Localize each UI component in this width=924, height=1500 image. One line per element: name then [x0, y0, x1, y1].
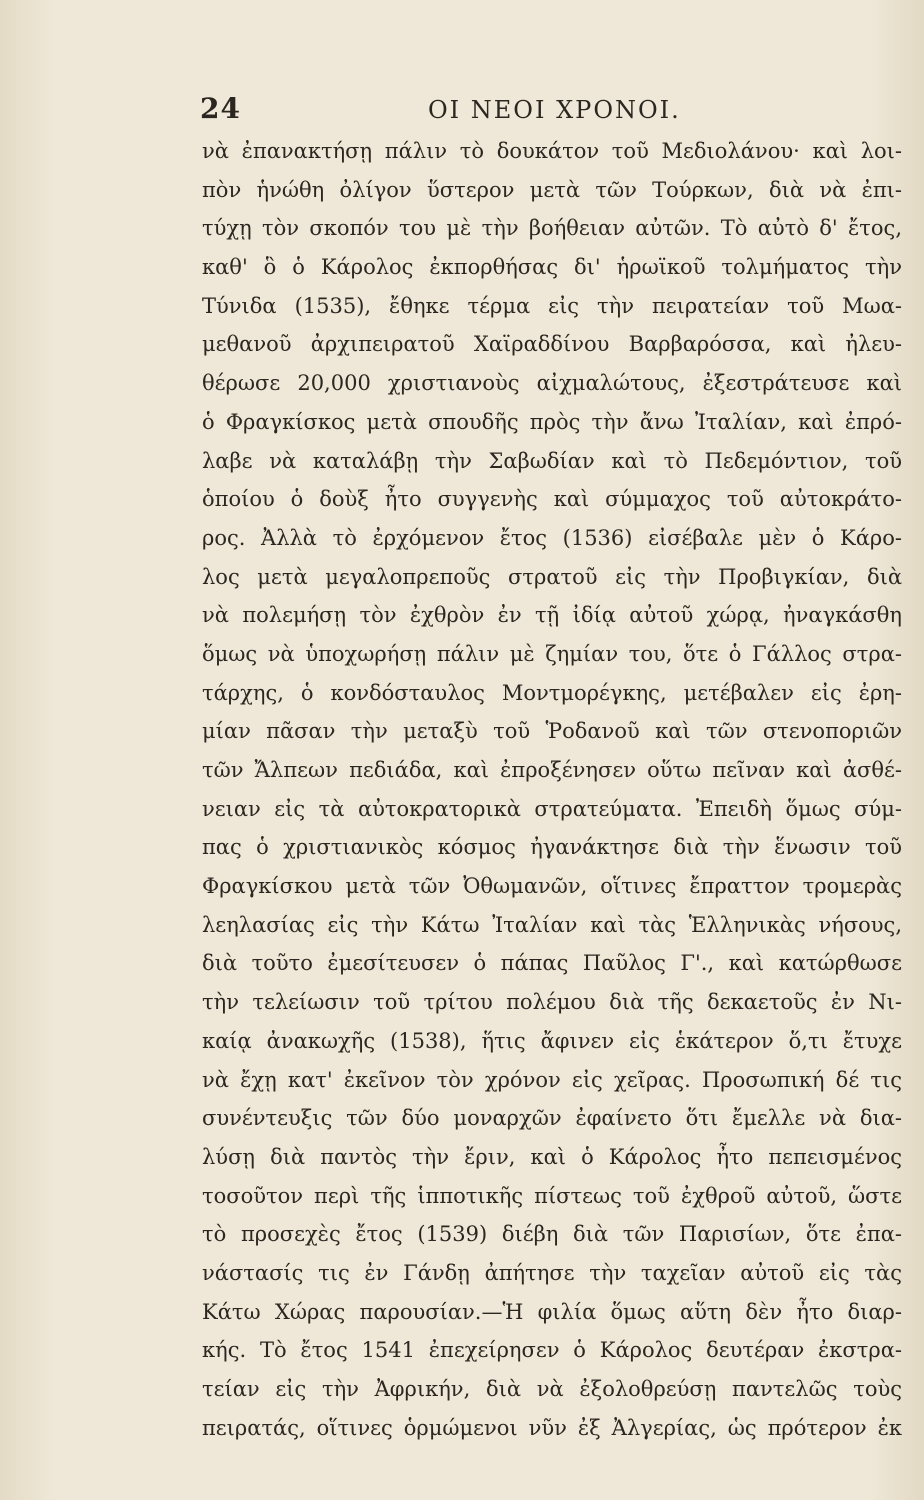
text-line: συνέντευξις τῶν δύο μοναρχῶν ἐφαίνετο ὅτι ἔμελλε νὰ δια-	[202, 1106, 902, 1131]
text-line: πειρατάς, οἵτινες ὁρμώμενοι νῦν ἐξ Ἀλγερίας, ὡς πρότερον ἐκ	[202, 1415, 902, 1440]
text-line: νὰ ἐπανακτήσῃ πάλιν τὸ δουκάτον τοῦ Μεδιολάνου· καὶ λοι-	[202, 139, 902, 163]
text-line: Κάτω Χώρας παρουσίαν.—Ἡ φιλία ὅμως αὕτη δὲν ἦτο διαρ-	[202, 1299, 902, 1324]
text-line: νειαν εἰς τὰ αὐτοκρατορικὰ στρατεύματα. Ἐπειδὴ ὅμως σύμ-	[202, 796, 902, 821]
text-line: λος μετὰ μεγαλοπρεποῦς στρατοῦ εἰς τὴν Προβιγκίαν, διὰ	[202, 564, 902, 589]
text-line: τείαν εἰς τὴν Ἀφρικήν, διὰ νὰ ἐξολοθρεύσῃ παντελῶς τοὺς	[202, 1377, 902, 1401]
text-line: νάστασίς τις ἐν Γάνδῃ ἀπήτησε τὴν ταχεῖαν αὐτοῦ εἰς τὰς	[202, 1260, 902, 1285]
text-line: μίαν πᾶσαν τὴν μεταξὺ τοῦ Ῥοδανοῦ καὶ τῶν στενοποριῶν	[202, 719, 902, 744]
text-line: καίᾳ ἀνακωχῆς (1538), ἥτις ἄφινεν εἰς ἑκάτερον ὅ,τι ἔτυχε	[202, 1028, 902, 1053]
text-line: τῶν Ἄλπεων πεδιάδα, καὶ ἐπροξένησεν οὕτω πεῖναν καὶ ἀσθέ-	[202, 758, 902, 782]
text-line: πας ὁ χριστιανικὸς κόσμος ἠγανάκτησε διὰ τὴν ἕνωσιν τοῦ	[202, 835, 902, 860]
text-line: πὸν ἡνώθη ὀλίγον ὕστερον μετὰ τῶν Τούρκων, διὰ νὰ ἐπι-	[202, 177, 902, 202]
running-title: ΟΙ ΝΕΟΙ ΧΡΟΝΟΙ.	[428, 96, 681, 124]
text-line: καθ' ὃ ὁ Κάρολος ἐκπορθήσας δι' ἡρωϊκοῦ τολμήματος τὴν	[202, 255, 902, 280]
text-line: Τύνιδα (1535), ἔθηκε τέρμα εἰς τὴν πειρατείαν τοῦ Μωα-	[202, 293, 902, 318]
text-line: ὁποίου ὁ δοὺξ ἦτο συγγενὴς καὶ σύμμαχος τοῦ αὐτοκράτο-	[202, 487, 902, 512]
text-line: τάρχης, ὁ κονδόσταυλος Μοντμορέγκης, μετέβαλεν εἰς ἐρη-	[202, 680, 902, 705]
page-number: 24	[200, 92, 241, 125]
text-line: ὅμως νὰ ὑποχωρήσῃ πάλιν μὲ ζημίαν του, ὅτε ὁ Γάλλος στρα-	[202, 641, 902, 666]
text-line: τοσοῦτον περὶ τῆς ἱπποτικῆς πίστεως τοῦ ἐχθροῦ αὐτοῦ, ὥστε	[202, 1183, 902, 1208]
text-line: τύχῃ τὸν σκοπόν του μὲ τὴν βοήθειαν αὐτῶν. Τὸ αὐτὸ δ' ἔτος,	[202, 216, 902, 241]
text-line: νὰ πολεμήσῃ τὸν ἐχθρὸν ἐν τῇ ἰδίᾳ αὐτοῦ χώρᾳ, ἠναγκάσθη	[202, 603, 902, 628]
text-line: νὰ ἔχῃ κατ' ἐκεῖνον τὸν χρόνον εἰς χεῖρας. Προσωπική δέ τις	[202, 1067, 902, 1092]
body-text	[202, 132, 902, 1447]
text-line: Φραγκίσκου μετὰ τῶν Ὀθωμανῶν, οἵτινες ἔπραττον τρομερὰς	[202, 874, 902, 899]
text-line: λεηλασίας εἰς τὴν Κάτω Ἰταλίαν καὶ τὰς Ἑλληνικὰς νήσους,	[202, 912, 902, 937]
text-line: τὴν τελείωσιν τοῦ τρίτου πολέμου διὰ τῆς δεκαετοῦς ἐν Νι-	[202, 990, 902, 1015]
text-line: θέρωσε 20,000 χριστιανοὺς αἰχμαλώτους, ἐξεστράτευσε καὶ	[202, 371, 902, 396]
text-line: ὁ Φραγκίσκος μετὰ σπουδῆς πρὸς τὴν ἄνω Ἰταλίαν, καὶ ἐπρό-	[202, 409, 902, 434]
text-line: λύσῃ διὰ παντὸς τὴν ἔριν, καὶ ὁ Κάρολος ἦτο πεπεισμένος	[202, 1144, 902, 1169]
text-line: λαβε νὰ καταλάβῃ τὴν Σαβωδίαν καὶ τὸ Πεδεμόντιον, τοῦ	[202, 448, 902, 473]
text-line: κής. Τὸ ἔτος 1541 ἐπεχείρησεν ὁ Κάρολος δευτέραν ἐκστρα-	[202, 1338, 902, 1363]
text-line: διὰ τοῦτο ἐμεσίτευσεν ὁ πάπας Παῦλος Γ'., καὶ κατώρθωσε	[202, 951, 902, 976]
running-head	[200, 92, 900, 132]
text-line: τὸ προσεχὲς ἔτος (1539) διέβη διὰ τῶν Παρισίων, ὅτε ἐπα-	[202, 1222, 902, 1247]
text-line: ρος. Ἀλλὰ τὸ ἐρχόμενον ἔτος (1536) εἰσέβαλε μὲν ὁ Κάρο-	[202, 525, 902, 550]
text-line: μεθανοῦ ἀρχιπειρατοῦ Χαϊραδδίνου Βαρβαρόσσα, καὶ ἠλευ-	[202, 332, 902, 357]
